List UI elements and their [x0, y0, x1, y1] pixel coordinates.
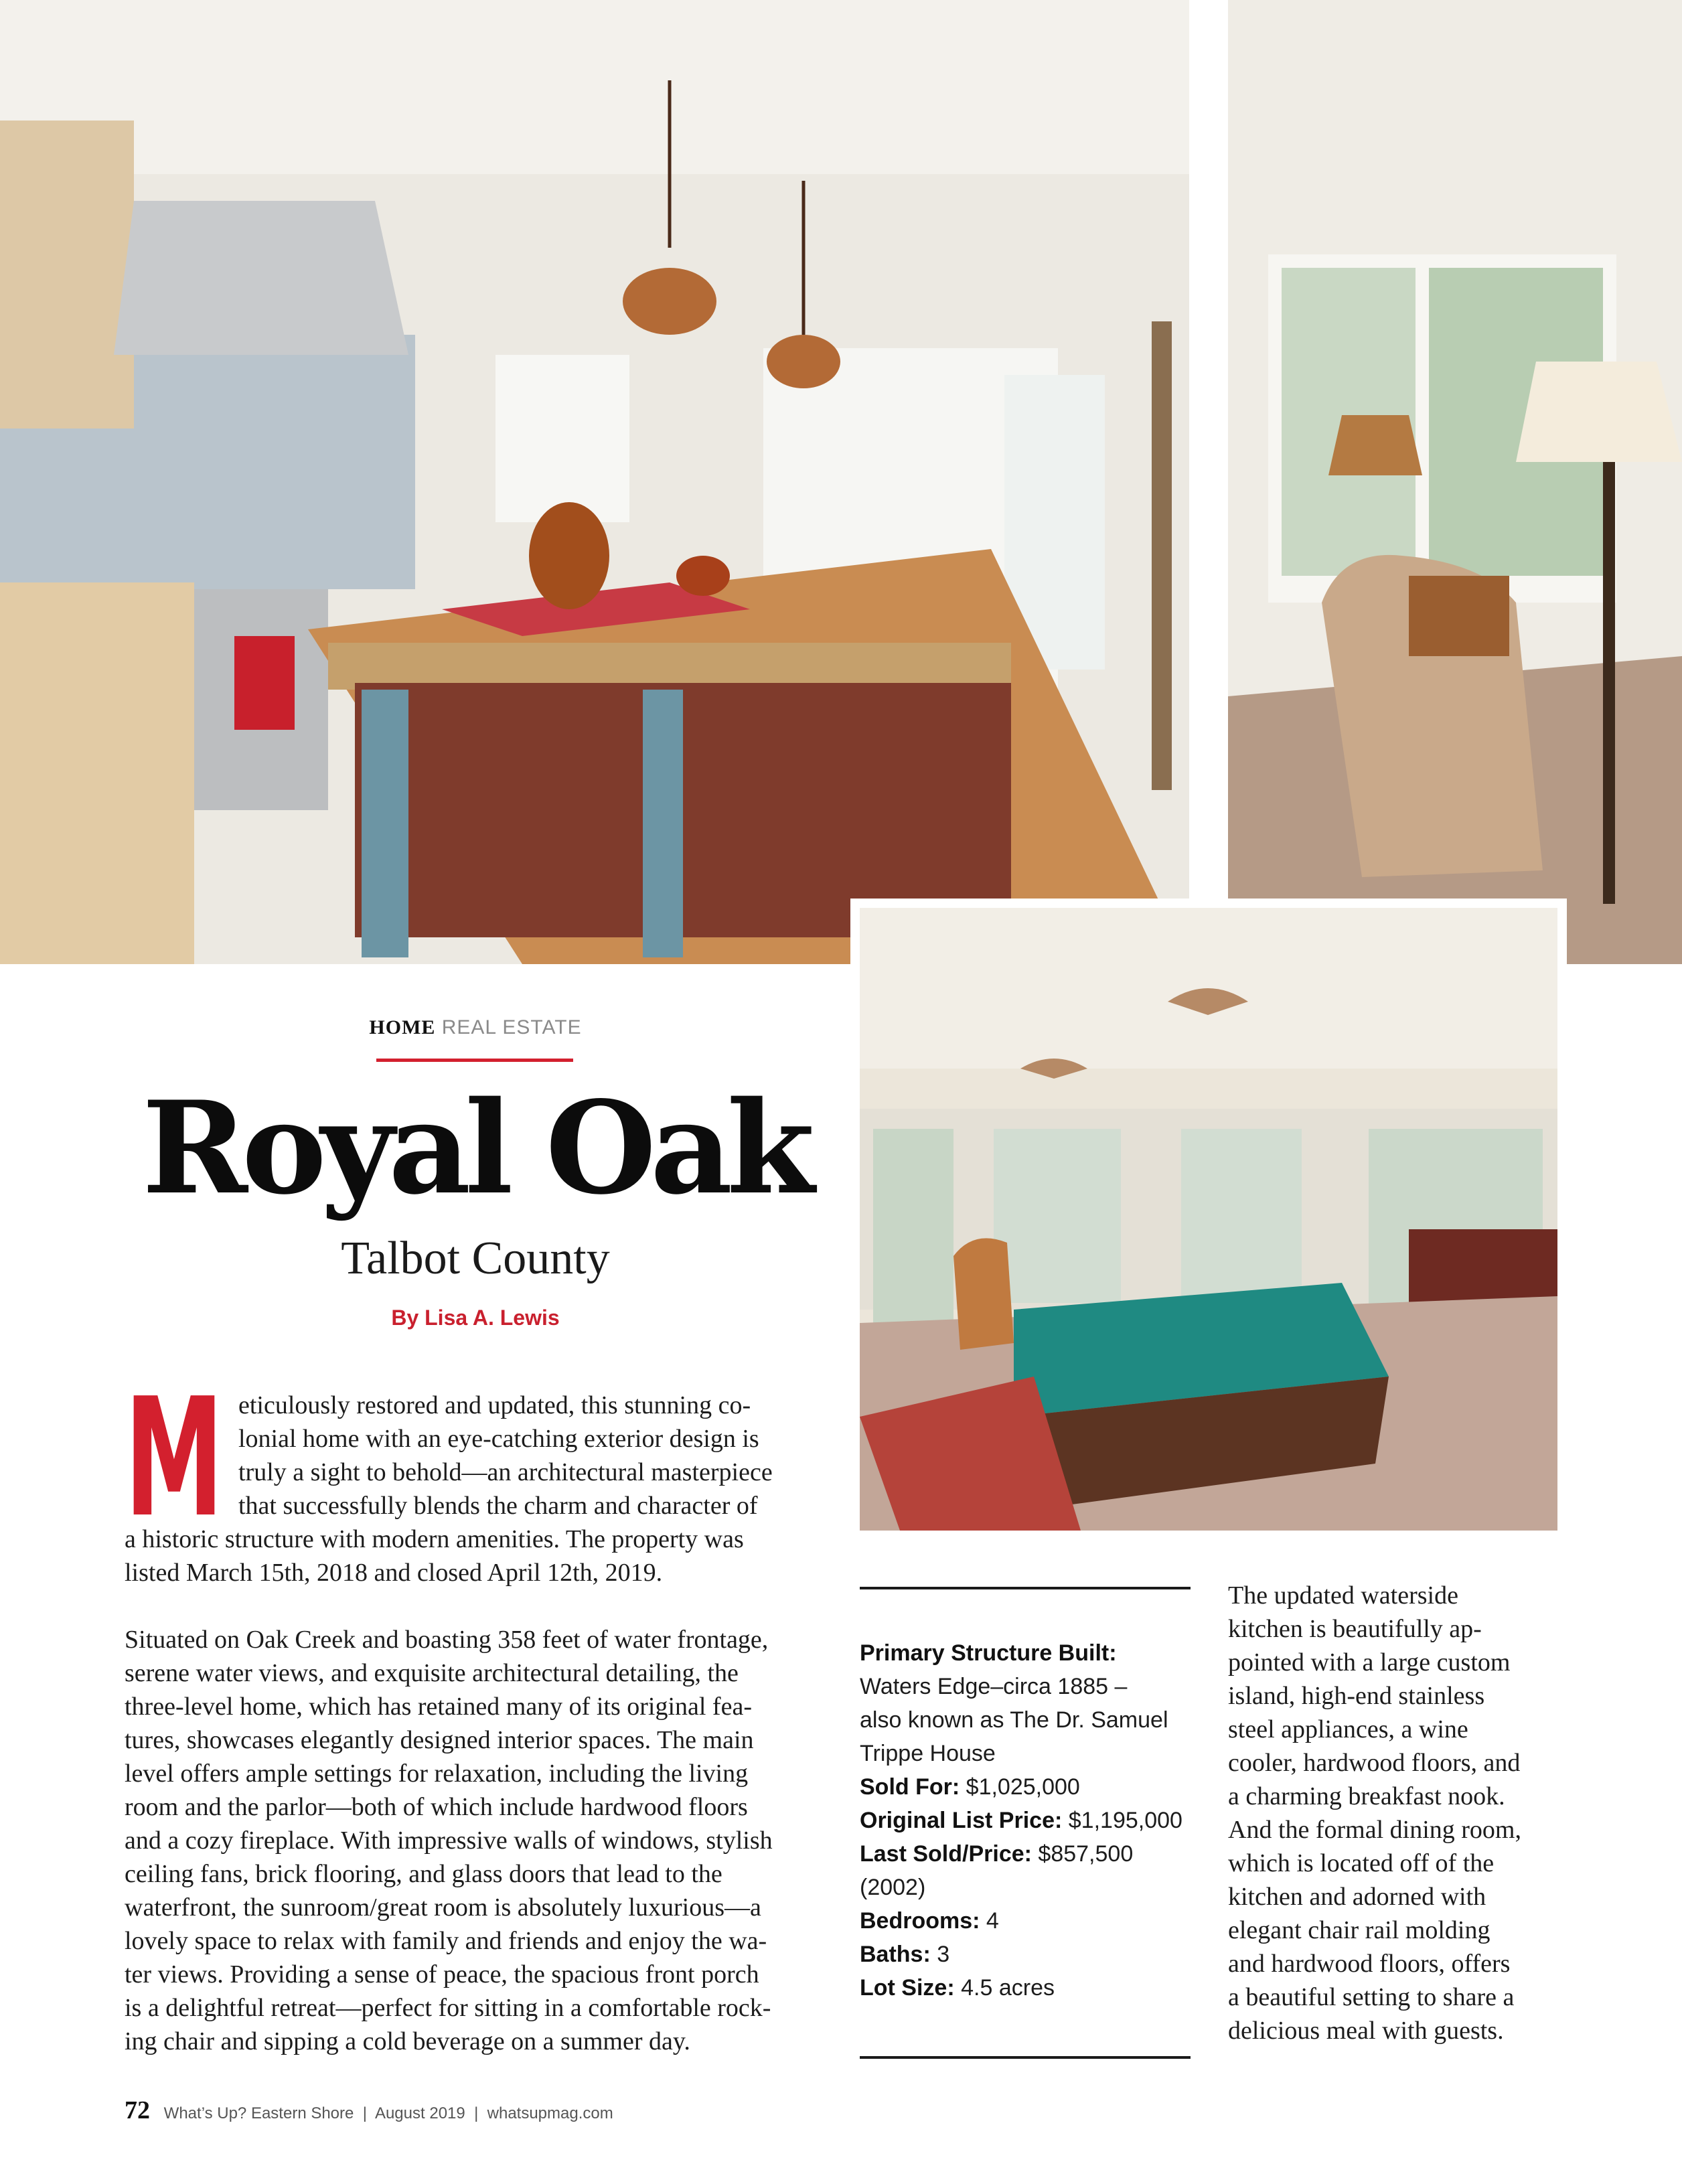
list-price-label: Original List Price:	[860, 1808, 1063, 1833]
text-line: lonial home with an eye-catching exterior design is	[238, 1425, 759, 1453]
baths-label: Baths:	[860, 1942, 931, 1967]
text-line: waterfront, the sunroom/great room is absolutely luxurious—a	[125, 1893, 761, 1922]
list-price-value: $1,195,000	[1068, 1808, 1182, 1833]
kitchen-photo	[0, 0, 1189, 964]
built-value-line: Waters Edge–circa 1885 –	[860, 1674, 1128, 1699]
text-line: and hardwood floors, offers	[1228, 1950, 1511, 1978]
text-line: and a cozy fireplace. With impressive walls of windows, stylish	[125, 1826, 773, 1855]
text-line: three-level home, which has retained many of its original fea-	[125, 1693, 752, 1721]
section-label-bold: HOME	[369, 1016, 436, 1038]
page-number: 72	[125, 2096, 150, 2124]
sold-value: $1,025,000	[966, 1774, 1080, 1800]
paragraph-intro	[125, 1389, 773, 1589]
text-line: a historic structure with modern amenities. The property was	[125, 1525, 744, 1553]
text-line: kitchen and adorned with	[1228, 1883, 1486, 1911]
lot-size-label: Lot Size:	[860, 1975, 955, 2001]
facts-bottom-rule	[860, 2056, 1191, 2059]
text-line: that successfully blends the charm and character of	[238, 1492, 758, 1520]
text-line: lovely space to relax with family and friends and enjoy the wa-	[125, 1927, 767, 1955]
sunroom-photo	[860, 908, 1557, 1531]
text-line: room and the parlor—both of which include hardwood floors	[125, 1793, 748, 1821]
built-value-line: also known as The Dr. Samuel	[860, 1707, 1168, 1733]
text-line: is a delightful retreat—perfect for sitting in a comfortable rock-	[125, 1994, 771, 2022]
text-line: truly a sight to behold—an architectural masterpiece	[238, 1458, 773, 1486]
page-footer	[125, 2096, 613, 2125]
facts-top-rule	[860, 1587, 1191, 1589]
bedrooms-label: Bedrooms:	[860, 1908, 980, 1934]
text-line: tures, showcases elegantly designed interior spaces. The main	[125, 1726, 754, 1754]
text-line: ter views. Providing a sense of peace, the spacious front porch	[125, 1960, 759, 1988]
paragraph-main	[125, 1623, 773, 2058]
last-sold-value: $857,500	[1038, 1841, 1134, 1867]
text-line: a charming breakfast nook.	[1228, 1782, 1505, 1810]
last-sold-year: (2002)	[860, 1875, 926, 1900]
baths-value: 3	[937, 1942, 950, 1967]
article-subtitle: Talbot County	[341, 1233, 610, 1284]
section-label-light: REAL ESTATE	[441, 1016, 582, 1038]
text-line: serene water views, and exquisite architectural detailing, the	[125, 1659, 739, 1687]
text-line: ing chair and sipping a cold beverage on a summer day.	[125, 2027, 690, 2055]
text-line: pointed with a large custom	[1228, 1648, 1511, 1676]
built-label: Primary Structure Built:	[860, 1640, 1117, 1666]
byline: By Lisa A. Lewis	[391, 1306, 560, 1330]
text-line: And the formal dining room,	[1228, 1816, 1521, 1844]
section-rule	[376, 1059, 573, 1062]
text-line: a beautiful setting to share a	[1228, 1983, 1515, 2011]
bedrooms-value: 4	[986, 1908, 999, 1934]
text-line: which is located off of the	[1228, 1849, 1495, 1877]
text-line: Situated on Oak Creek and boasting 358 feet of water frontage,	[125, 1626, 769, 1654]
text-line: listed March 15th, 2018 and closed April 12th, 2019.	[125, 1559, 663, 1587]
text-line: level offers ample settings for relaxation, including the living	[125, 1760, 749, 1788]
text-line: ceiling fans, brick flooring, and glass doors that lead to the	[125, 1860, 722, 1888]
article-title: Royal Oak	[142, 1073, 809, 1223]
last-sold-label: Last Sold/Price:	[860, 1841, 1032, 1867]
built-value-line: Trippe House	[860, 1741, 996, 1766]
text-line: kitchen is beautifully ap-	[1228, 1615, 1482, 1643]
property-facts	[860, 1636, 1208, 2005]
sold-label: Sold For:	[860, 1774, 960, 1800]
paragraph-kitchen	[1228, 1579, 1521, 2047]
text-line: delicious meal with guests.	[1228, 2017, 1504, 2045]
text-line: The updated waterside	[1228, 1581, 1458, 1610]
section-label	[321, 1016, 629, 1039]
text-line: steel appliances, a wine	[1228, 1715, 1468, 1743]
text-line: eticulously restored and updated, this stunning co-	[238, 1391, 751, 1419]
text-line: elegant chair rail molding	[1228, 1916, 1490, 1944]
footer-text: What’s Up? Eastern Shore | August 2019 | whatsupmag.com	[163, 2104, 613, 2122]
text-line: island, high-end stainless	[1228, 1682, 1485, 1710]
drop-cap-letter: M	[125, 1363, 224, 1553]
lot-size-value: 4.5 acres	[961, 1975, 1055, 2001]
living-room-photo	[1228, 0, 1682, 964]
text-line: cooler, hardwood floors, and	[1228, 1749, 1521, 1777]
